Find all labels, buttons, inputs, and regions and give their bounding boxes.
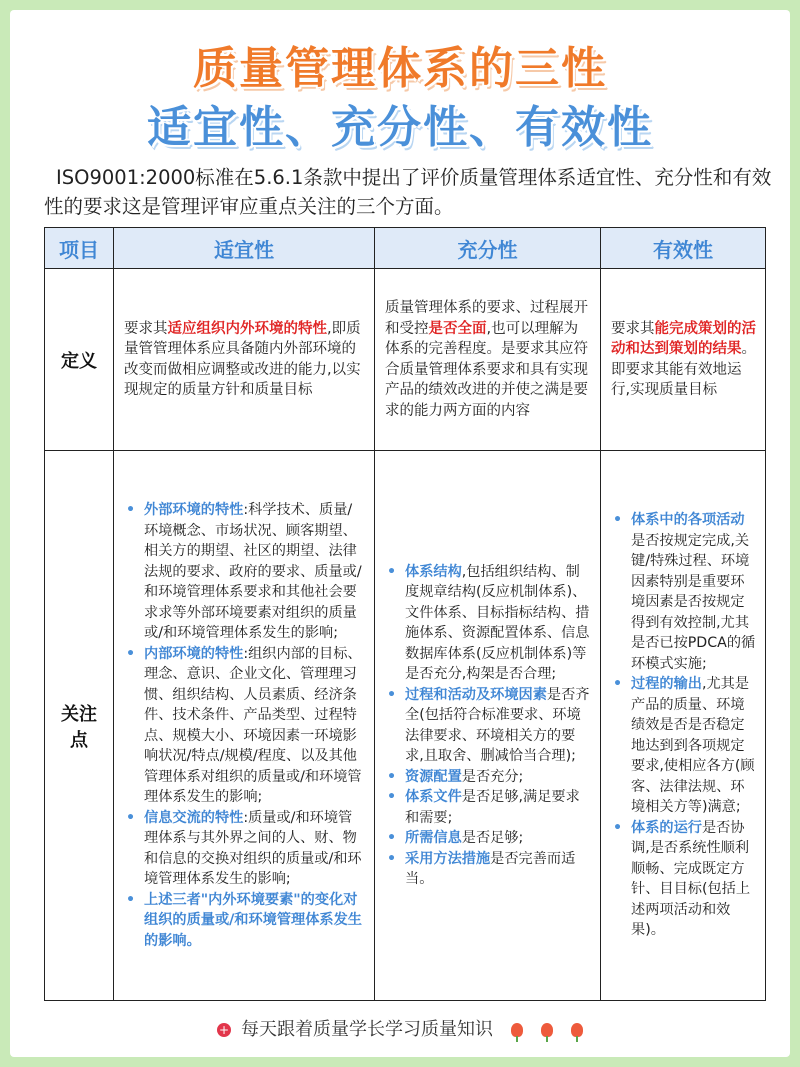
list-item: • 信息交流的特性:质量或/和环境管理体系与其外界之间的人、财、物和信息的交换对组织的质量或/和环境管理体系发生的影响; — [144, 808, 366, 890]
pin-icon: + — [218, 1023, 230, 1037]
comparison-table — [44, 227, 766, 1001]
list-item: • 上述三者"内外环境要素"的变化对组织的质量或/和环境管理体系发生的影响。 — [144, 890, 366, 952]
flower-icon — [511, 1023, 523, 1037]
list-item: • 过程和活动及环境因素是否齐全(包括符合标准要求、环境法律要求、环境相关方的要求,且取舍、删减恰当合理); — [405, 685, 592, 767]
header-item: 项目 — [45, 228, 114, 269]
list-item: • 所需信息是否足够; — [405, 828, 592, 849]
list-item: • 内部环境的特性:组织内部的目标、理念、意识、企业文化、管理理习惯、组织结构、人员素质、经济条件、技术条件、产品类型、过程特点、规模大小、环境因素一环境影响状况/特点/规模/程度、以及其他管理体系对组织的质量或/和环境管理体系发生的影响; — [144, 644, 366, 808]
list-item: • 体系结构,包括组织结构、制度规章结构(反应机制体系)、文件体系、目标指标结构、措施体系、资源配置体系、信息数据库体系(反应机制体系)等是否充分,构架是否合理; — [405, 562, 592, 685]
table-header-row — [45, 228, 766, 269]
highlight-text: 能完成策划的活动和达到策划的结果 — [611, 320, 756, 357]
definition-row — [45, 269, 766, 451]
focus-adequacy — [375, 451, 601, 1001]
row-label-focus: 关注 点 — [45, 451, 114, 1001]
footer-text: 每天跟着质量学长学习质量知识 — [241, 1019, 493, 1040]
title-line-1: 质量管理体系的三性 — [193, 43, 607, 94]
header-adequacy: 充分性 — [375, 228, 601, 269]
intro-paragraph: ISO9001:2000标准在5.6.1条款中提出了评价质量管理体系适宜性、充分性和有效性的要求这是管理评审应重点关注的三个方面。 — [44, 166, 772, 218]
focus-effectiveness — [601, 451, 766, 1001]
title-line-2: 适宜性、充分性、有效性 — [147, 102, 653, 153]
list-item: • 过程的输出,尤其是产品的质量、环境绩效是否是否稳定地达到到各项规定要求,使相应各方(顾客、法律法规、环境相关方等)满意; — [631, 674, 757, 818]
flower-icon — [541, 1023, 553, 1037]
header-effectiveness: 有效性 — [601, 228, 766, 269]
definition-suitability: 要求其适应组织内外环境的特性,即质量管管理体系应具备随内外部环境的改变而做相应调整或改进的能力,以实现规定的质量方针和质量目标 — [114, 269, 375, 451]
list-item: • 资源配置是否充分; — [405, 767, 592, 788]
highlight-text: 是否全面 — [428, 320, 487, 337]
list-item: • 体系的运行是否协调,是否系统性顺利顺畅、完成既定方针、目目标(包括上述两项活动和效果)。 — [631, 818, 757, 941]
highlight-text: 适应组织内外环境的特性 — [167, 320, 327, 337]
list-item: • 采用方法措施是否完善而适当。 — [405, 849, 592, 890]
focus-row — [45, 451, 766, 1001]
list-item: • 体系文件是否足够,满足要求和需要; — [405, 787, 592, 828]
flower-icon — [571, 1023, 583, 1037]
header-suitability: 适宜性 — [114, 228, 375, 269]
list-item: • 体系中的各项活动是否按规定完成,关键/特殊过程、环境因素特别是重要环境因素是否按规定得到有效控制,尤其是否已按PDCA的循环模式实施; — [631, 510, 757, 674]
list-item: • 外部环境的特性:科学技术、质量/环境概念、市场状况、顾客期望、相关方的期望、社区的期望、法律法规的要求、政府的要求、质量或/和环境管理体系要求和其他社会要求求等外部环境要素对组织的质量或/和环境管理体系发生的影响; — [144, 500, 366, 644]
row-label-definition: 定义 — [45, 269, 114, 451]
footer — [0, 1015, 800, 1041]
focus-suitability — [114, 451, 375, 1001]
definition-effectiveness: 要求其能完成策划的活动和达到策划的结果。即要求其能有效地运行,实现质量目标 — [601, 269, 766, 451]
definition-adequacy: 质量管理体系的要求、过程展开和受控是否全面,也可以理解为体系的完善程度。是要求其应符合质量管理体系要求和具有实现产品的绩效改进的并使之满是要求的能力两方面的内容 — [375, 269, 601, 451]
